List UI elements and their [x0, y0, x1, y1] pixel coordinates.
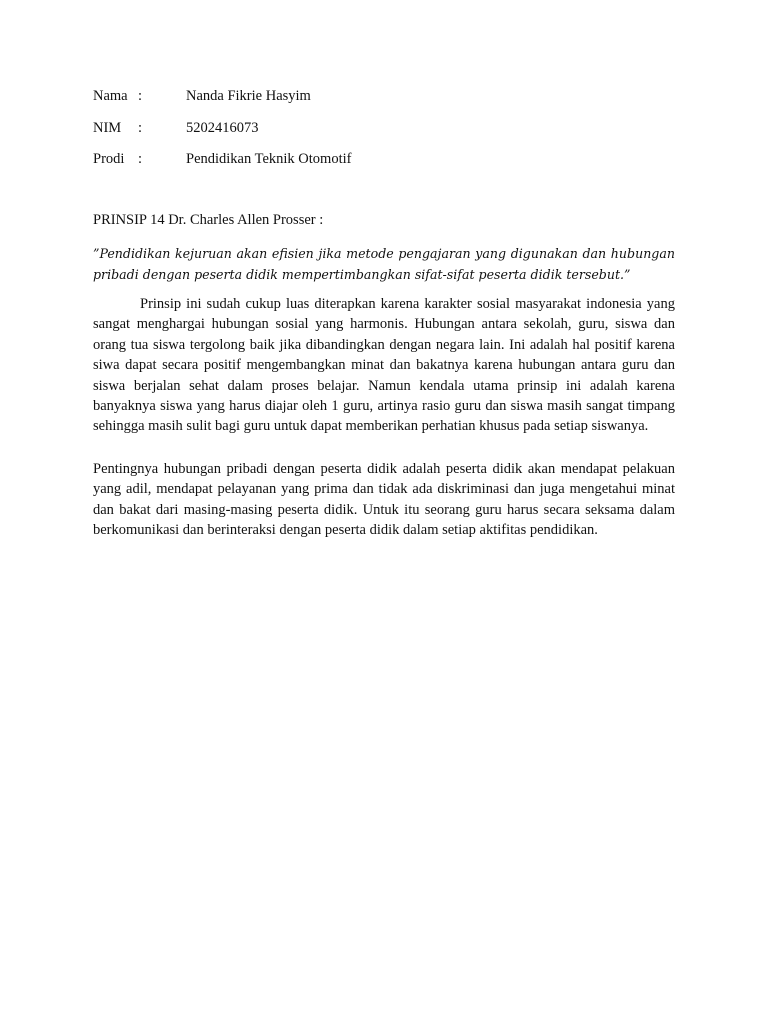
principle-quote: ”Pendidikan kejuruan akan efisien jika metode pengajaran yang digunakan dan hubungan pribadi dengan peserta didik mempertimbangkan sifat-sifat peserta didik tersebut.”: [93, 246, 675, 282]
prodi-value: Pendidikan Teknik Otomotif: [186, 151, 352, 167]
nim-value: 5202416073: [186, 120, 259, 136]
prodi-colon: :: [138, 151, 143, 167]
body-paragraph-1: Prinsip ini sudah cukup luas diterapkan karena karakter sosial masyarakat indonesia yang sangat menghargai hubungan sosial yang harmonis. Hubungan antara sekolah, guru, siswa dan orang tua siswa tergolong baik jika dibandingkan dengan negara lain. Ini adalah hal positif karena siwa dapat secara positif mengembangkan minat dan bakatnya karena hubungan antara guru dan siswa berjalan sehat dalam proses belajar. Namun kendala utama prinsip ini adalah karena banyaknya siswa yang harus diajar oleh 1 guru, artinya rasio guru dan siswa masih sangat timpang sehingga masih sulit bagi guru untuk dapat memberikan perhatian khusus pada setiap siswanya.: [93, 296, 675, 435]
body-paragraph-2: Pentingnya hubungan pribadi dengan peserta didik adalah peserta didik akan mendapat pelakuan yang adil, mendapat pelayanan yang prima dan tidak ada diskriminasi dan juga mengetahui minat dan bakat dari masing-masing peserta didik. Untuk itu seorang guru harus secara seksama dalam berkomunikasi dan berinteraksi dengan peserta didik dalam setiap aktifitas pendidikan.: [93, 461, 675, 539]
section-heading: PRINSIP 14 Dr. Charles Allen Prosser :: [93, 212, 324, 228]
nim-colon: :: [138, 120, 143, 136]
prodi-label: Prodi: [93, 151, 125, 167]
name-label: Nama: [93, 88, 128, 104]
nim-label: NIM: [93, 120, 122, 136]
name-value: Nanda Fikrie Hasyim: [186, 88, 311, 104]
name-colon: :: [138, 88, 143, 104]
